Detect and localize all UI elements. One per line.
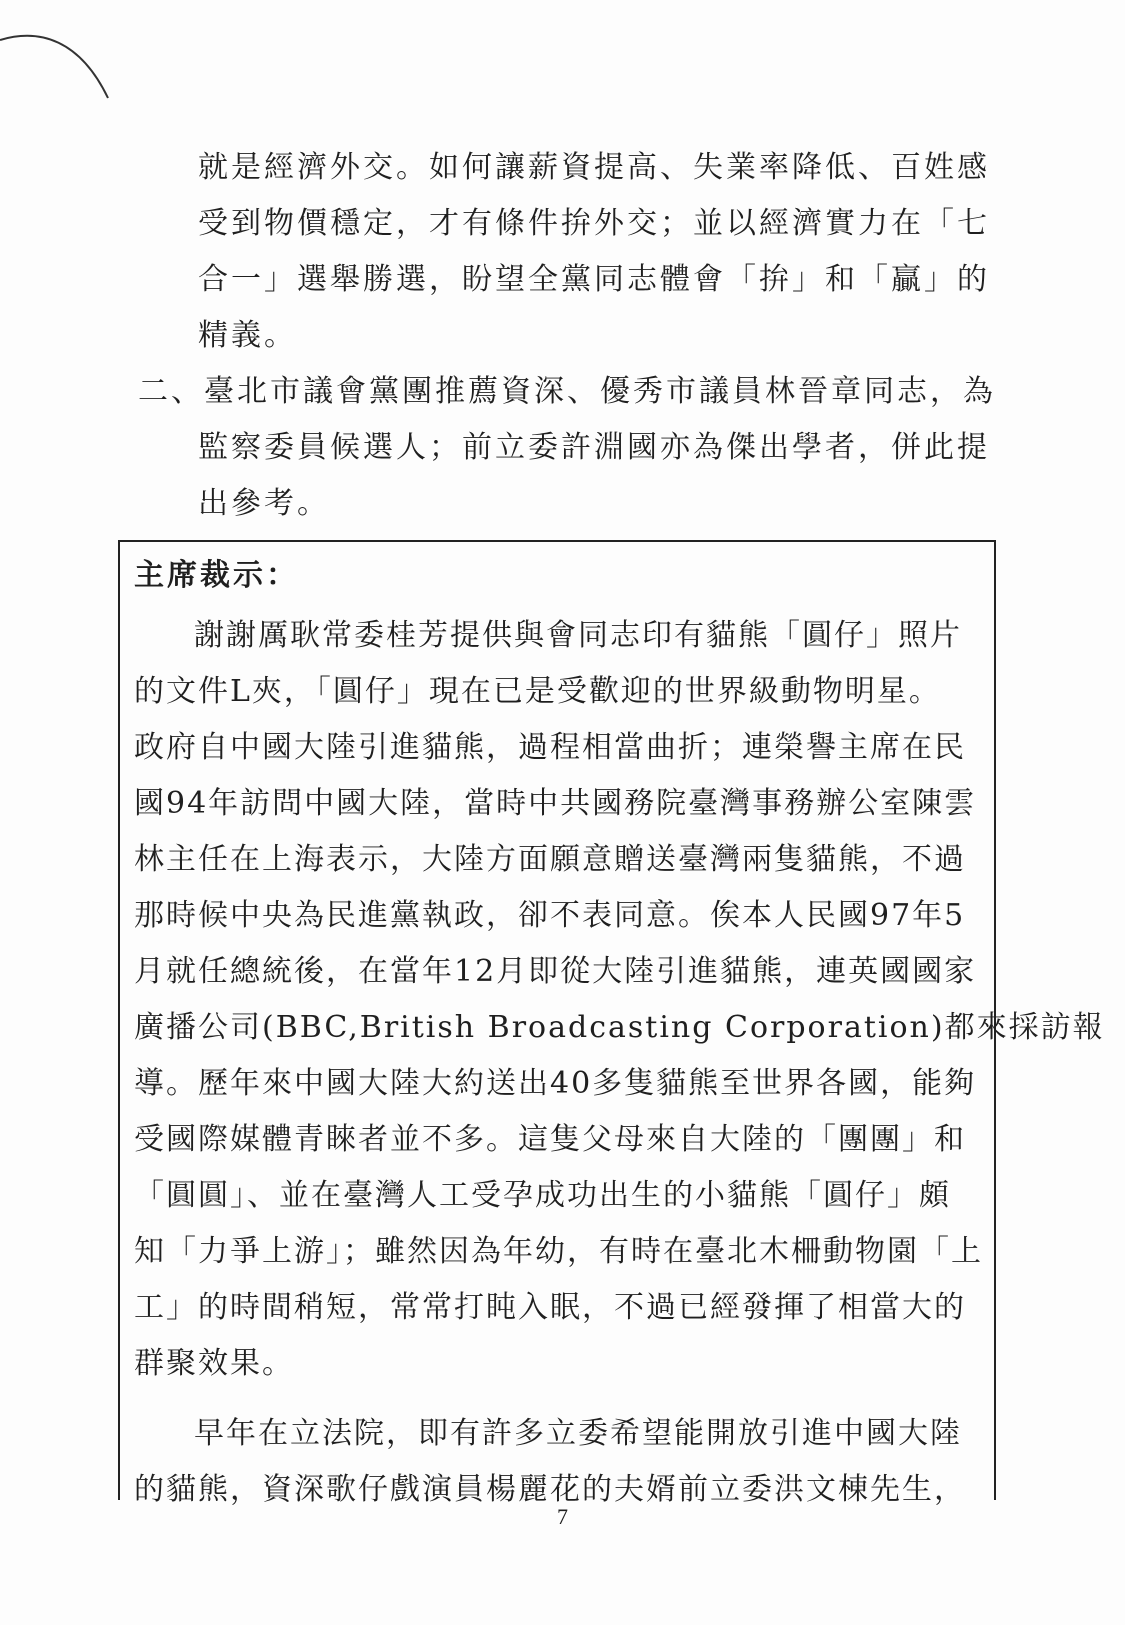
paragraph-line: 的文件L夾，「圓仔」現在已是受歡迎的世界級動物明星。 (134, 674, 941, 709)
list-item-continuation-line: 監察委員候選人；前立委許淵國亦為傑出學者，併此提 (198, 430, 990, 465)
list-item-2 (138, 364, 996, 532)
paragraph-line: 的貓熊，資深歌仔戲演員楊麗花的夫婿前立委洪文棟先生， (134, 1472, 966, 1507)
paragraph-line: 受國際媒體青睞者並不多。這隻父母來自大陸的「團團」和 (134, 1122, 966, 1157)
remarks-heading: 主席裁示： (134, 558, 299, 593)
chairman-remarks-box (118, 540, 1105, 1507)
paragraph-line: 「圓圓」、並在臺灣人工受孕成功出生的小貓熊「圓仔」頗 (134, 1178, 951, 1213)
page-number: 7 (557, 1504, 568, 1529)
list-item-first-line: 二、臺北市議會黨團推薦資深、優秀市議員林晉章同志，為 (138, 374, 996, 409)
page-curl-mark (0, 0, 140, 120)
paragraph-line: 月就任總統後，在當年12月即從大陸引進貓熊，連英國國家 (134, 954, 977, 989)
paragraph-line: 知「力爭上游」；雖然因為年幼，有時在臺北木柵動物園「上 (134, 1234, 983, 1269)
paragraph-line: 導。歷年來中國大陸大約送出40多隻貓熊至世界各國，能夠 (134, 1066, 977, 1101)
paragraph-line: 廣播公司(BBC,British Broadcasting Corporation)都來採訪報 (134, 1010, 1105, 1045)
paragraph-line: 工」的時間稍短，常常打盹入眠，不過已經發揮了相當大的 (134, 1290, 966, 1325)
paragraph-spacer (134, 1392, 984, 1406)
list-item-continuation-line: 出參考。 (198, 486, 330, 521)
paragraph-line: 那時候中央為民進黨執政，卻不表同意。俟本人民國97年5 (134, 898, 966, 933)
paragraph-line: 政府自中國大陸引進貓熊，過程相當曲折；連榮譽主席在民 (134, 730, 966, 765)
paragraph-line: 群聚效果。 (134, 1346, 294, 1381)
continued-text-block (198, 140, 990, 364)
text-line: 受到物價穩定，才有條件拚外交；並以經濟實力在「七 (198, 206, 990, 241)
text-line: 就是經濟外交。如何讓薪資提高、失業率降低、百姓感 (198, 150, 990, 185)
remarks-content (134, 548, 1105, 1518)
paragraph-line: 謝謝厲耿常委桂芳提供與會同志印有貓熊「圓仔」照片 (194, 618, 962, 653)
paragraph-line: 早年在立法院，即有許多立委希望能開放引進中國大陸 (194, 1416, 962, 1451)
text-line: 合一」選舉勝選，盼望全黨同志體會「拚」和「贏」的 (198, 262, 990, 297)
text-line: 精義。 (198, 318, 297, 353)
paragraph-line: 國94年訪問中國大陸，當時中共國務院臺灣事務辦公室陳雲 (134, 786, 977, 821)
paragraph-line: 林主任在上海表示，大陸方面願意贈送臺灣兩隻貓熊，不過 (134, 842, 966, 877)
